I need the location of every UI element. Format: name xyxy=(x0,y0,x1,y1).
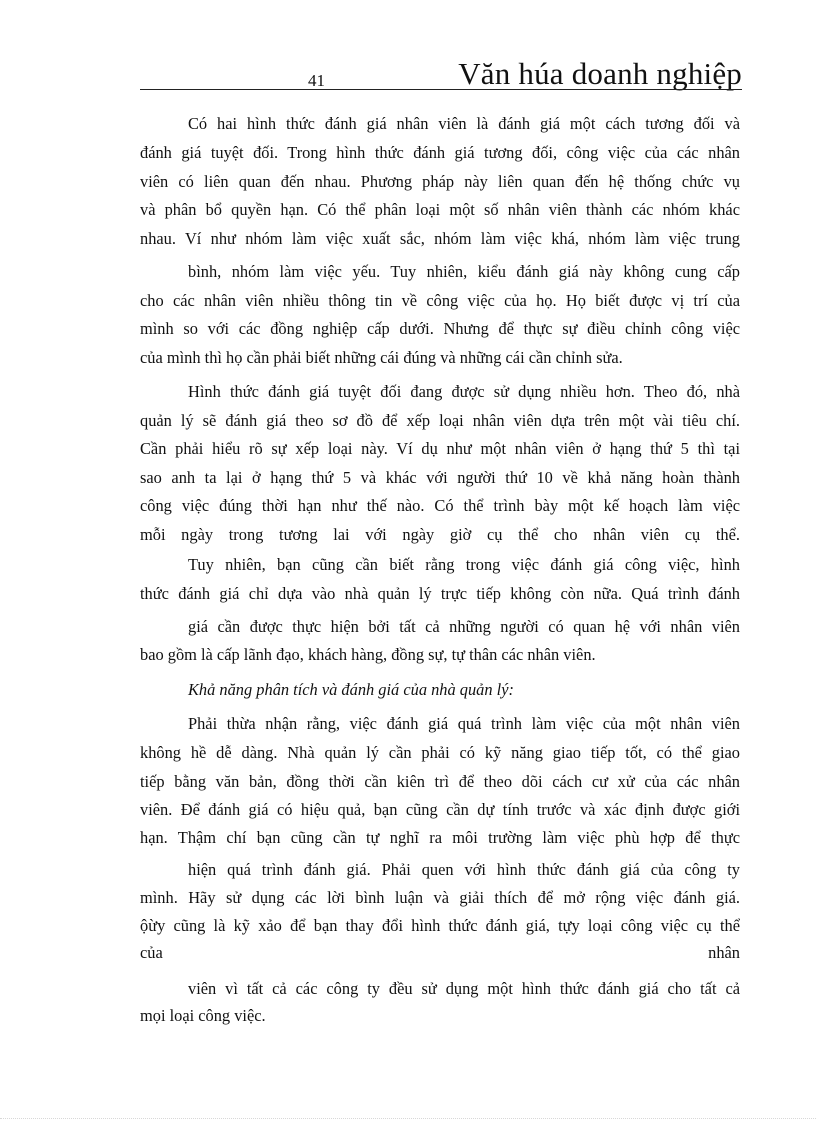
header-title: Văn húa doanh nghiệp xyxy=(458,56,742,91)
text-line: Có hai hình thức đánh giá nhân viên là đánh giá một cách tương đối và xyxy=(188,114,740,133)
text-line: sao anh ta lại ở hạng thứ 5 và khác với người thứ 10 về khả năng hoàn thành xyxy=(140,468,740,487)
text-line: và phân bổ quyền hạn. Có thể phân loại một số nhân viên thành các nhóm khác xyxy=(140,200,740,219)
text-line: Phải thừa nhận rằng, việc đánh giá quá trình làm việc của một nhân viên xyxy=(188,714,740,733)
text-line: hạn. Thậm chí bạn cũng cần tự nghĩ ra môi trường làm việc phù hợp để thực xyxy=(140,828,740,847)
text-line: tiếp bằng văn bản, đồng thời cần kiên trì để theo dõi cách cư xử của các nhân xyxy=(140,772,740,791)
text-line: bao gồm là cấp lãnh đạo, khách hàng, đồng sự, tự thân các nhân viên. xyxy=(140,645,596,664)
text-line: bình, nhóm làm việc yếu. Tuy nhiên, kiểu đánh giá này không cung cấp xyxy=(188,262,740,281)
text-line: cho các nhân viên nhiều thông tin về công việc của họ. Họ biết được vị trí của xyxy=(140,291,740,310)
text-line: nhau. Ví như nhóm làm việc xuất sắc, nhóm làm việc khá, nhóm làm việc trung xyxy=(140,229,740,248)
text-line: quản lý sẽ đánh giá theo sơ đồ để xếp loại nhân viên dựa trên một vài tiêu chí. xyxy=(140,411,740,430)
text-line: giá cần được thực hiện bởi tất cả những người có quan hệ với nhân viên xyxy=(188,617,740,636)
page-header xyxy=(140,56,742,90)
text-line: Tuy nhiên, bạn cũng cần biết rằng trong việc đánh giá công việc, hình xyxy=(188,555,740,574)
page-number: 41 xyxy=(308,71,325,90)
text-line: mình. Hãy sử dụng các lời bình luận và giải thích để mở rộng việc đánh giá. xyxy=(140,888,740,907)
text-line: của nhân xyxy=(140,943,740,962)
text-line: hiện quá trình đánh giá. Phải quen với hình thức đánh giá của công ty xyxy=(188,860,740,879)
text-line: công việc đúng thời hạn như thế nào. Có thể trình bày một kế hoạch làm việc xyxy=(140,496,740,515)
text-line: mình so với các đồng nghiệp cấp dưới. Nhưng để thực sự điều chỉnh công việc xyxy=(140,319,740,338)
text-line: thức đánh giá chỉ dựa vào nhà quản lý trực tiếp không còn nữa. Quá trình đánh xyxy=(140,584,740,603)
page-edge-divider xyxy=(0,1118,816,1119)
section-heading: Khả năng phân tích và đánh giá của nhà quản lý: xyxy=(188,680,514,699)
text-line: không hề dễ dàng. Nhà quản lý cần phải có kỹ năng giao tiếp tốt, có thể giao xyxy=(140,743,740,762)
text-line: viên. Để đánh giá có hiệu quả, bạn cũng cần dự tính trước và xác định được giới xyxy=(140,800,740,819)
text-line: viên vì tất cả các công ty đều sử dụng một hình thức đánh giá cho tất cả xyxy=(188,979,740,998)
text-line: viên có liên quan đến nhau. Phương pháp này liên quan đến hệ thống chức vụ xyxy=(140,172,740,191)
text-line: Cần phải hiểu rõ sự xếp loại này. Ví dụ như một nhân viên ở hạng thứ 5 thì tại xyxy=(140,439,740,458)
text-line: Hình thức đánh giá tuyệt đối đang được sử dụng nhiều hơn. Theo đó, nhà xyxy=(188,382,740,401)
text-line: của mình thì họ cần phải biết những cái đúng và những cái cần chỉnh sửa. xyxy=(140,348,623,367)
header-rule xyxy=(140,89,742,90)
text-line: mọi loại công việc. xyxy=(140,1006,266,1025)
text-line: đánh giá tuyệt đối. Trong hình thức đánh giá tương đối, công việc của các nhân xyxy=(140,143,740,162)
text-line: mỗi ngày trong tương lai với ngày giờ cụ thể cho nhân viên cụ thể. xyxy=(140,525,740,544)
text-line: ộừy cũng là kỹ xảo để bạn thay đổi hình thức đánh giá, tựy loại công việc cụ thể xyxy=(140,916,740,935)
